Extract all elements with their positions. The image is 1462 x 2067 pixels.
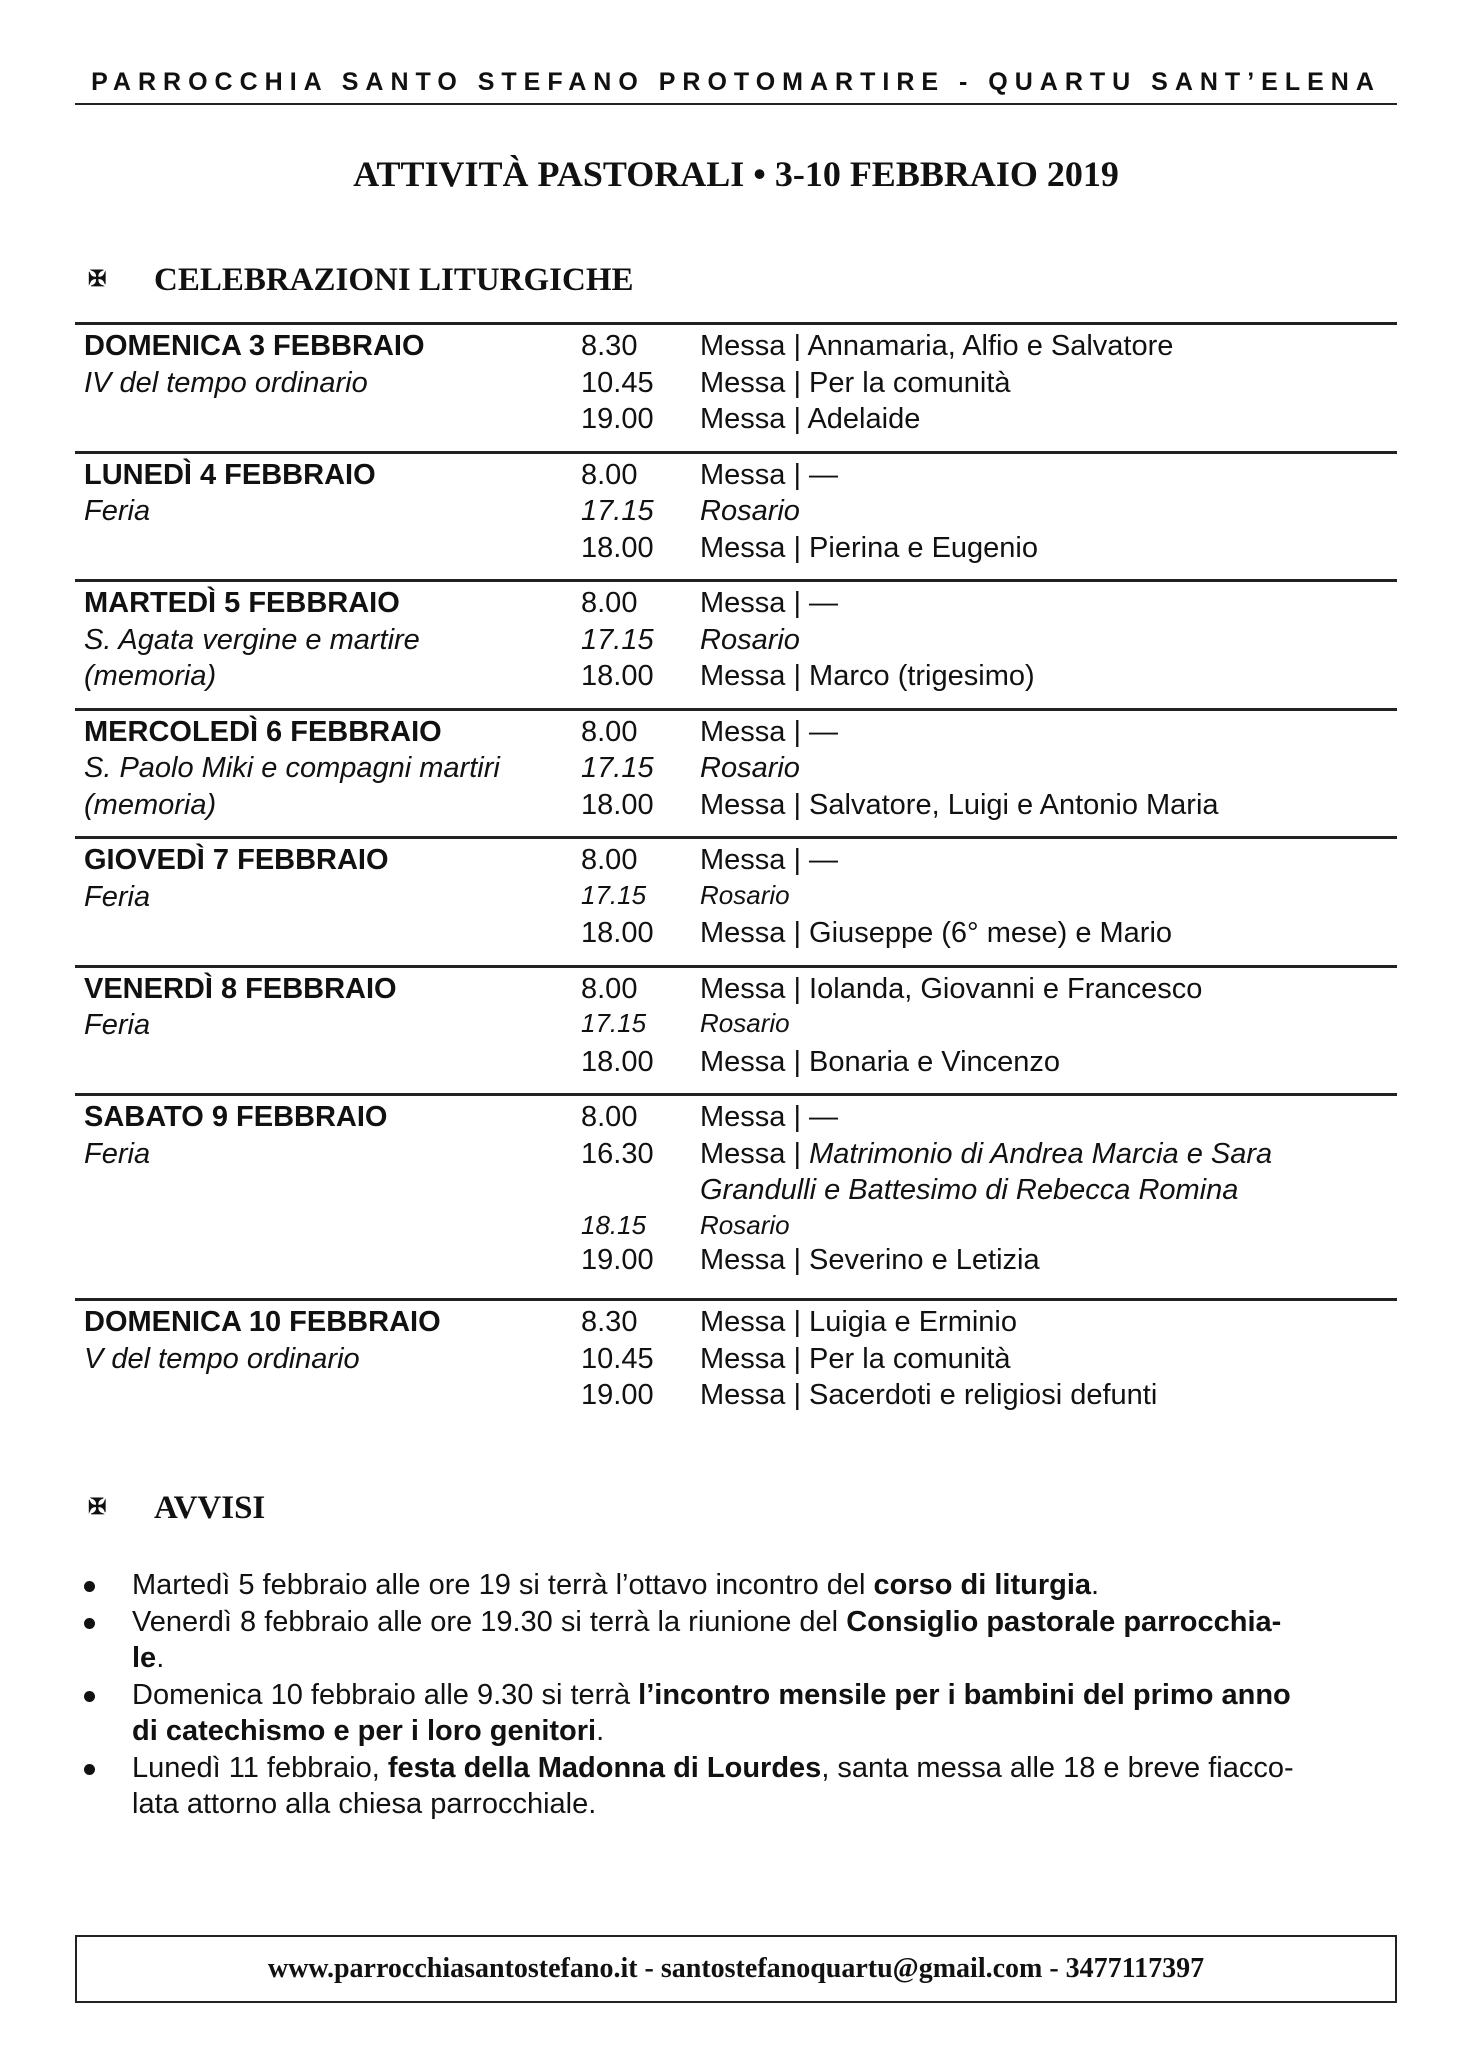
day-subtitle: Feria <box>84 880 151 913</box>
celebration: Rosario <box>700 623 800 656</box>
cross-star-icon: ✠ <box>88 1494 107 1519</box>
celebration: Rosario <box>700 752 800 784</box>
celebration: Messa | Pierina e Eugenio <box>700 531 1039 564</box>
notice-text: lata attorno alla chiesa parrocchiale. <box>132 1788 597 1820</box>
notice-text: . <box>1091 1569 1100 1601</box>
header-divider <box>75 103 1397 105</box>
time: 18.00 <box>581 788 654 821</box>
celebration-note: Matrimonio di Andrea Marcia e Sara <box>809 1137 1273 1170</box>
celebration: Messa | Salvatore, Luigi e Antonio Maria <box>700 788 1219 821</box>
notice-text: . <box>596 1715 605 1747</box>
section-celebrazioni-label: CELEBRAZIONI LITURGICHE <box>154 262 634 298</box>
liturgical-schedule <box>75 322 1397 1414</box>
time: 16.30 <box>581 1137 654 1170</box>
day-subtitle: S. Paolo Miki e compagni martiri <box>84 752 500 784</box>
schedule-day <box>75 579 1397 708</box>
schedule-day <box>75 451 1397 580</box>
celebration: Messa | Sacerdoti e religiosi defunti <box>700 1379 1158 1411</box>
celebration: Messa | Iolanda, Giovanni e Francesco <box>700 972 1203 1005</box>
day-label: SABATO 9 FEBBRAIO <box>84 1101 388 1133</box>
list-item <box>75 1604 1397 1677</box>
time: 19.00 <box>581 403 654 435</box>
celebration: Messa | Per la comunità <box>700 1342 1011 1375</box>
time: 10.45 <box>581 1342 654 1375</box>
schedule-day <box>75 1298 1397 1414</box>
time: 18.15 <box>581 1209 647 1240</box>
time: 17.15 <box>581 1008 647 1038</box>
cross-star-icon: ✠ <box>88 266 107 291</box>
celebration: Messa | — <box>700 1101 839 1133</box>
day-subtitle: Feria <box>84 495 151 527</box>
section-avvisi-heading <box>88 1490 265 1527</box>
day-subtitle: IV del tempo ordinario <box>84 366 368 399</box>
celebration <box>700 1136 1397 1173</box>
notice-highlight: corso di liturgia <box>873 1569 1092 1601</box>
celebration: Messa | — <box>700 458 839 491</box>
time: 18.00 <box>581 531 654 564</box>
page-title: ATTIVITÀ PASTORALI • 3-10 FEBBRAIO 2019 <box>353 154 1119 194</box>
celebration: Messa | — <box>700 715 839 748</box>
notice-text: , santa messa alle 18 e breve fiacco- <box>821 1751 1294 1784</box>
schedule-day <box>75 1093 1397 1298</box>
time: 8.00 <box>581 458 638 491</box>
day-label: GIOVEDÌ 7 FEBBRAIO <box>84 844 389 876</box>
day-label: VENERDÌ 8 FEBBRAIO <box>84 972 397 1005</box>
parish-header: PARROCCHIA SANTO STEFANO PROTOMARTIRE - QUARTU SANT’ELENA <box>91 68 1381 96</box>
celebration: Messa | Per la comunità <box>700 366 1011 399</box>
notice-text: Lunedì 11 febbraio, <box>132 1751 388 1784</box>
notice-highlight: l’incontro mensile per i bambini del primo anno <box>638 1678 1291 1711</box>
celebration: Messa | Bonaria e Vincenzo <box>700 1045 1061 1078</box>
celebration: Rosario <box>700 1209 790 1240</box>
day-subtitle: S. Agata vergine e martire <box>84 623 420 656</box>
time: 8.00 <box>581 587 638 619</box>
time: 17.15 <box>581 879 647 910</box>
bullet-icon <box>84 1581 95 1592</box>
schedule-day <box>75 708 1397 837</box>
notices-list <box>75 1567 1397 1823</box>
section-avvisi-label: AVVISI <box>154 1490 266 1526</box>
bullet-icon <box>84 1691 95 1702</box>
day-label: DOMENICA 10 FEBBRAIO <box>84 1306 441 1338</box>
notice-highlight: festa della Madonna di Lourdes <box>387 1751 822 1784</box>
list-item <box>75 1750 1397 1823</box>
time: 17.15 <box>581 495 654 527</box>
celebration: Messa | — <box>700 844 839 876</box>
time: 19.00 <box>581 1243 654 1276</box>
time: 8.30 <box>581 1306 638 1338</box>
celebration: Rosario <box>700 879 790 910</box>
notice-highlight: le <box>132 1642 157 1674</box>
notice-highlight: Consiglio pastorale parrocchia- <box>846 1605 1282 1638</box>
bullet-icon <box>84 1618 95 1629</box>
time: 18.00 <box>581 1045 654 1078</box>
day-label: DOMENICA 3 FEBBRAIO <box>84 330 425 362</box>
day-subtitle: (memoria) <box>84 660 217 692</box>
schedule-day <box>75 322 1397 451</box>
time: 17.15 <box>581 752 654 784</box>
day-label: MARTEDÌ 5 FEBBRAIO <box>84 587 400 619</box>
celebration: Messa | Luigia e Erminio <box>700 1306 1018 1338</box>
day-subtitle: (memoria) <box>84 788 217 821</box>
section-celebrazioni-heading <box>88 262 634 299</box>
notice-text: Domenica 10 febbraio alle 9.30 si terrà <box>132 1678 639 1711</box>
time: 17.15 <box>581 623 654 656</box>
celebration: Messa | Severino e Letizia <box>700 1243 1040 1276</box>
time: 8.00 <box>581 972 638 1005</box>
celebration: Messa | Adelaide <box>700 403 921 435</box>
time: 18.00 <box>581 917 654 949</box>
schedule-day <box>75 965 1397 1094</box>
day-label: MERCOLEDÌ 6 FEBBRAIO <box>84 715 442 748</box>
celebration: Messa | Marco (trigesimo) <box>700 660 1035 692</box>
day-label: LUNEDÌ 4 FEBBRAIO <box>84 458 376 491</box>
time: 8.30 <box>581 330 638 362</box>
celebration-prefix: Messa | <box>700 1137 810 1170</box>
time: 18.00 <box>581 660 654 692</box>
celebration: Rosario <box>700 495 800 527</box>
bullet-icon <box>84 1764 95 1775</box>
time: 8.00 <box>581 715 638 748</box>
time: 8.00 <box>581 844 638 876</box>
contact-footer: www.parrocchiasantostefano.it - santostefanoquartu@gmail.com - 3477117397 <box>75 1935 1397 2003</box>
time: 19.00 <box>581 1379 654 1411</box>
notice-text: . <box>156 1642 165 1674</box>
list-item <box>75 1567 1397 1604</box>
time: 8.00 <box>581 1101 638 1133</box>
day-subtitle: Feria <box>84 1009 151 1041</box>
list-item <box>75 1677 1397 1750</box>
celebration: Rosario <box>700 1008 790 1038</box>
celebration: Messa | — <box>700 587 839 619</box>
celebration-note-cont: Grandulli e Battesimo di Rebecca Romina <box>700 1174 1239 1206</box>
notice-text: Martedì 5 febbraio alle ore 19 si terrà l’ottavo incontro del <box>132 1569 874 1601</box>
schedule-day <box>75 836 1397 965</box>
day-subtitle: Feria <box>84 1137 151 1170</box>
celebration: Messa | Giuseppe (6° mese) e Mario <box>700 917 1173 949</box>
notice-highlight: di catechismo e per i loro genitori <box>132 1715 597 1747</box>
notice-text: Venerdì 8 febbraio alle ore 19.30 si terrà la riunione del <box>132 1605 847 1638</box>
celebration: Messa | Annamaria, Alfio e Salvatore <box>700 330 1174 362</box>
time: 10.45 <box>581 366 654 399</box>
day-subtitle: V del tempo ordinario <box>84 1342 360 1375</box>
